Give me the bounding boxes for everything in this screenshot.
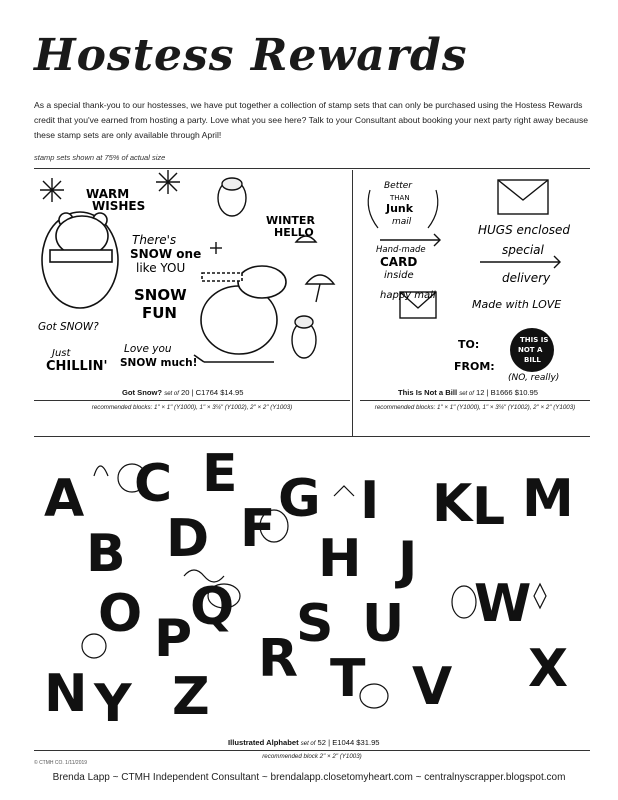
alphabet-letter-p: P: [154, 609, 193, 669]
set-price: $10.95: [514, 388, 538, 397]
scale-note: stamp sets shown at 75% of actual size: [34, 153, 166, 162]
stamp-text-to: TO:: [458, 338, 480, 351]
stamp-text-like-you: like YOU: [136, 261, 186, 275]
stamp-text-snow-one: SNOW one: [130, 247, 202, 261]
vertical-divider: [352, 170, 353, 437]
stamp-text-theres: There's: [132, 233, 177, 247]
alphabet-letter-h: H: [318, 529, 362, 589]
stamp-text-winter: WINTER: [266, 214, 315, 227]
set-code: B1666: [490, 388, 513, 397]
set-price: $31.95: [356, 738, 380, 747]
got-snow-caption: Got Snow? set of 20 | C1764 $14.95: [122, 388, 244, 397]
alphabet-letter-j: J: [398, 531, 418, 591]
alphabet-caption: Illustrated Alphabet set of 52 | E1044 $31.95: [228, 738, 380, 747]
not-a-bill-caption: This Is Not a Bill set of 12 | B1666 $10.95: [398, 388, 538, 397]
alphabet-letter-u: U: [362, 594, 405, 654]
alphabet-letter-t: T: [330, 649, 366, 709]
stamp-text-this-is: THIS IS: [520, 336, 549, 344]
copyright: © CTMH CO. 1/11/2019: [34, 760, 88, 766]
alphabet-letter-o: O: [98, 584, 143, 644]
alphabet-letter-s: S: [296, 594, 334, 654]
not-a-bill-rule: [360, 400, 590, 401]
stamp-text-hand-made: Hand-made: [376, 245, 426, 255]
set-count: 12: [476, 388, 485, 397]
alphabet-letter-q: Q: [190, 577, 235, 637]
stamp-text-bill: BILL: [524, 356, 541, 364]
stamp-text-no-really: (NO, really): [508, 373, 560, 382]
alphabet-rule: [34, 750, 590, 751]
stamp-text-delivery: delivery: [502, 271, 551, 285]
alphabet-letter-r: R: [258, 629, 299, 689]
stamp-text-fun: FUN: [142, 304, 177, 322]
alphabet-letter-d: D: [166, 509, 210, 569]
stamp-text-just: Just: [52, 348, 71, 359]
stamp-text-snow-much: SNOW much!: [120, 357, 198, 369]
got-snow-stamp-art: [34, 170, 350, 382]
got-snow-recommended: recommended blocks: 1" × 1" (Y1000), 1" × 3¼" (Y1002), 2" × 2" (Y1003): [91, 404, 293, 411]
polar-bear-icon: [42, 212, 118, 308]
not-a-bill-stamp-art: [360, 170, 592, 382]
stamp-text-better: Better: [384, 181, 413, 191]
stamp-text-junk: Junk: [386, 202, 414, 215]
alphabet-illustration: [34, 446, 590, 726]
alphabet-stamp-art: [34, 446, 590, 726]
alphabet-letter-b: B: [86, 524, 126, 584]
stamp-text-from: FROM:: [454, 360, 495, 373]
stamp-text-hello: HELLO: [274, 226, 314, 239]
set-of-label: set of: [300, 741, 316, 747]
set-count: 52: [317, 738, 326, 747]
alphabet-letter-f: F: [240, 499, 276, 559]
stamp-text-card: CARD: [380, 255, 418, 269]
alphabet-letter-w: W: [474, 574, 532, 634]
got-snow-illustration: [34, 170, 350, 382]
alphabet-letter-v: V: [412, 657, 453, 717]
set-count: 20: [181, 388, 190, 397]
alphabet-letter-a: A: [44, 469, 85, 529]
alphabet-letter-e: E: [202, 446, 238, 504]
stamp-text-than: THAN: [390, 194, 410, 202]
alphabet-letter-l: L: [472, 477, 506, 537]
page-title: Hostess Rewards: [34, 30, 468, 81]
set-of-label: set of: [459, 391, 474, 397]
set-name: Got Snow?: [122, 388, 163, 397]
stamp-text-love-you: Love you: [124, 343, 172, 355]
stamp-text-warm: WARM: [86, 187, 130, 201]
alphabet-letter-n: N: [44, 664, 88, 724]
not-a-bill-illustration: [360, 170, 592, 382]
alphabet-letter-x: X: [528, 639, 569, 699]
set-code: C1764: [195, 388, 219, 397]
not-a-bill-recommended: recommended blocks: 1" × 1" (Y1000), 1" × 3¼" (Y1002), 2" × 2" (Y1003): [374, 404, 576, 411]
set-code: E1044: [332, 738, 355, 747]
stamp-text-inside: inside: [384, 270, 414, 281]
stamp-text-snow: SNOW: [134, 286, 187, 304]
set-name: This Is Not a Bill: [398, 388, 458, 397]
section-divider: [34, 436, 590, 437]
stamp-text-happy-mail: happy mail: [380, 290, 436, 301]
stamp-text-chillin: CHILLIN': [46, 359, 108, 374]
stamp-text-wishes: WISHES: [92, 199, 146, 213]
footer-consultant-info: Brenda Lapp ~ CTMH Independent Consultant ~ brendalapp.closetomyheart.com ~ centralnyscrapper.blogspot.com: [52, 772, 566, 783]
alphabet-letter-z: Z: [172, 667, 210, 726]
stamp-text-made-with-love: Made with LOVE: [472, 298, 562, 311]
umbrella-icon: [296, 236, 334, 302]
alphabet-letter-y: Y: [94, 674, 132, 726]
stamp-text-not-a: NOT A: [518, 346, 543, 354]
set-of-label: set of: [164, 391, 179, 397]
top-divider: [34, 168, 590, 169]
alphabet-letter-i: I: [360, 471, 380, 531]
sledding-bear-icon: [194, 266, 286, 362]
set-price: $14.95: [220, 388, 244, 397]
set-name: Illustrated Alphabet: [228, 738, 299, 747]
stamp-text-got-snow: Got SNOW?: [38, 321, 99, 333]
alphabet-letter-k: K: [432, 474, 473, 534]
alphabet-recommended: recommended block 2" × 2" (Y1003): [262, 753, 362, 760]
alphabet-letter-c: C: [134, 454, 173, 514]
stamp-text-mail: mail: [392, 217, 412, 227]
alphabet-letter-g: G: [278, 469, 321, 529]
got-snow-rule: [34, 400, 350, 401]
alphabet-letter-m: M: [522, 469, 574, 529]
stamp-text-special: special: [502, 243, 544, 257]
intro-paragraph: As a special thank-you to our hostesses, we have put together a collection of stamp sets that can only be purchased using the Hostess Rewards credit that you've earned from hosting a party. Love what you see here? Talk to your Consultant about booking your next party right away because these stamp sets are only available through April!: [34, 100, 589, 140]
stamp-text-hugs: HUGS enclosed: [478, 223, 571, 237]
